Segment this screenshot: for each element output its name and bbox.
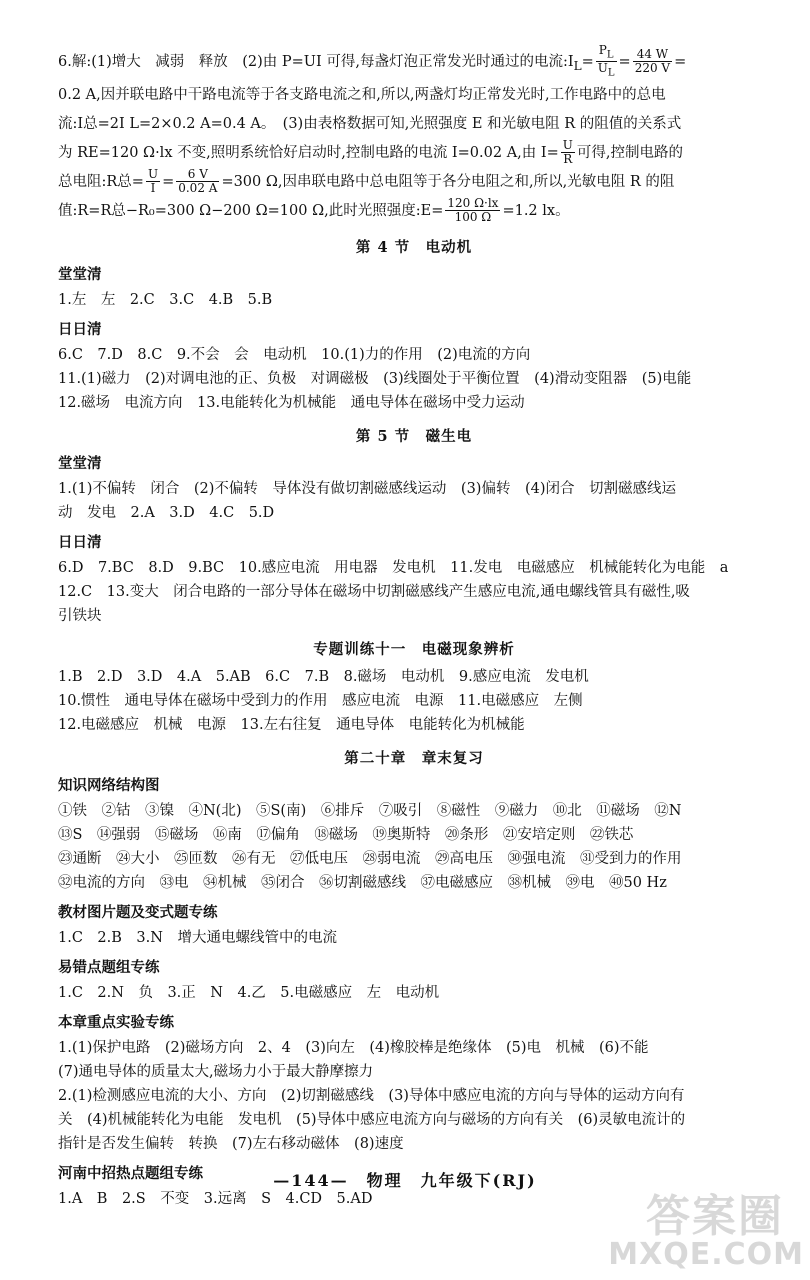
answer-line: ①铁 ②钴 ③镍 ④N(北) ⑤S(南) ⑥排斥 ⑦吸引 ⑧磁性 ⑨磁力 ⑩北 ⑪磁场 ⑫N: [58, 802, 682, 819]
solution-line-6: [58, 197, 770, 226]
section-title-review: 第二十章 章末复习: [344, 749, 484, 767]
answer-line: 1.左 左 2.C 3.C 4.B 5.B: [58, 291, 273, 308]
subscript: L: [573, 58, 582, 73]
equals-sign: =: [674, 53, 687, 70]
fraction-6v-002a: [176, 168, 219, 195]
answer-line: 12.C 13.变大 闭合电路的一部分导体在磁场中切割磁感线产生感应电流,通电螺线管具有磁性,吸: [58, 583, 690, 600]
watermark-logo: [608, 1180, 804, 1272]
denominator: 220 V: [634, 61, 671, 76]
solution-text: =300 Ω,因串联电路中总电阻等于各分电阻之和,所以,光敏电阻 R 的阻: [221, 173, 675, 190]
answer-line: 关 (4)机械能转化为电能 发电机 (5)导体中感应电流方向与磁场的方向有关 (6)灵敏电流计的: [58, 1111, 686, 1128]
fraction-pl-ul: [596, 44, 617, 80]
denominator: 0.02 A: [178, 181, 218, 196]
fraction-120-100: [445, 197, 500, 224]
denominator: 100 Ω: [454, 210, 492, 225]
subheading-tangtangqing: 堂堂清: [58, 455, 102, 472]
fraction-u-r: [561, 139, 575, 166]
answer-line: 2.(1)检测感应电流的大小、方向 (2)切割磁感线 (3)导体中感应电流的方向与导体的运动方向有: [58, 1087, 685, 1104]
answer-line: 1.C 2.N 负 3.正 N 4.乙 5.电磁感应 左 电动机: [58, 984, 440, 1001]
answer-line: ㉜电流的方向 ㉝电 ㉞机械 ㉟闭合 ㊱切割磁感线 ㊲电磁感应 ㊳机械 ㊴电 ㊵50 Hz: [58, 874, 667, 891]
solution-line-4: [58, 139, 770, 168]
answer-line: 12.电磁感应 机械 电源 13.左右往复 通电导体 电能转化为机械能: [58, 716, 525, 733]
solution-line-1: [58, 44, 770, 81]
equals-sign: =: [162, 173, 175, 190]
fraction-44w-220v: [633, 48, 672, 75]
answer-line: 1.B 2.D 3.D 4.A 5.AB 6.C 7.B 8.磁场 电动机 9.感应电流 发电机: [58, 668, 589, 685]
solution-block: [58, 44, 770, 226]
solution-line-2: 0.2 A,因并联电路中干路电流等于各支路电流之和,所以,两盏灯均正常发光时,工作电路中的总电: [58, 86, 666, 103]
page-content: [58, 44, 770, 1211]
equals-sign: =: [581, 53, 594, 70]
subheading-ririqing: 日日清: [58, 534, 102, 551]
answer-line: 6.D 7.BC 8.D 9.BC 10.感应电流 用电器 发电机 11.发电 电磁感应 机械能转化为电能 a: [58, 559, 729, 576]
answer-line: 动 发电 2.A 3.D 4.C 5.D: [58, 504, 275, 521]
answer-line: 指针是否发生偏转 转换 (7)左右移动磁体 (8)速度: [58, 1135, 404, 1152]
numerator: 44 W: [633, 48, 672, 62]
answer-line: 12.磁场 电流方向 13.电能转化为机械能 通电导体在磁场中受力运动: [58, 394, 525, 411]
solution-text: 为 RE=120 Ω·lx 不变,照明系统恰好启动时,控制电路的电流 I=0.02 A,由 I=: [58, 144, 559, 161]
answer-line: 1.(1)保护电路 (2)磁场方向 2、4 (3)向左 (4)橡胶棒是绝缘体 (5)电 机械 (6)不能: [58, 1039, 649, 1056]
solution-text: 6.解:(1)增大 减弱 释放 (2)由 P=UI 可得,每盏灯泡正常发光时通过的电流:I: [58, 53, 574, 70]
answer-line: 6.C 7.D 8.C 9.不会 会 电动机 10.(1)力的作用 (2)电流的方向: [58, 346, 531, 363]
solution-line-5: [58, 168, 770, 197]
solution-text: 值:R=R总−R₀=300 Ω−200 Ω=100 Ω,此时光照强度:E=: [58, 202, 444, 219]
solution-text: 可得,控制电路的: [576, 144, 683, 161]
solution-line-3: 流:I总=2I L=2×0.2 A=0.4 A。 (3)由表格数据可知,光照强度 E 和光敏电阻 R 的阻值的关系式: [58, 115, 682, 132]
subheading-ririqing: 日日清: [58, 321, 102, 338]
subheading-knowledge-map: 知识网络结构图: [58, 777, 160, 794]
section-title-special: 专题训练十一 电磁现象辨析: [313, 640, 515, 658]
numerator: P: [598, 43, 607, 57]
numerator: U: [562, 138, 573, 153]
page-footer: —144— 物理 九年级下(RJ): [273, 1171, 537, 1190]
answer-line: 1.C 2.B 3.N 增大通电螺线管中的电流: [58, 929, 337, 946]
subheading-error-prone: 易错点题组专练: [58, 959, 160, 976]
watermark-url: MXQE.COM: [608, 1237, 804, 1272]
denominator: R: [563, 152, 573, 167]
answer-line: 11.(1)磁力 (2)对调电池的正、负极 对调磁极 (3)线圈处于平衡位置 (4)滑动变阻器 (5)电能: [58, 370, 692, 387]
denominator: I: [150, 181, 156, 196]
subheading-tangtangqing: 堂堂清: [58, 266, 102, 283]
section-title-4: 第 4 节 电动机: [355, 238, 473, 256]
subscript: L: [606, 49, 614, 61]
answer-line: 引铁块: [58, 607, 102, 624]
subheading-key-experiments: 本章重点实验专练: [58, 1014, 174, 1031]
numerator: U: [147, 167, 159, 182]
solution-text: 总电阻:R总=: [58, 173, 144, 190]
numerator: 120 Ω·lx: [447, 196, 499, 211]
subheading-textbook-figures: 教材图片题及变式题专练: [58, 904, 218, 921]
subheading-henan-exam: 河南中招热点题组专练: [58, 1165, 203, 1182]
numerator: 6 V: [176, 168, 219, 182]
denominator: U: [597, 61, 608, 76]
answer-line: 1.(1)不偏转 闭合 (2)不偏转 导体没有做切割磁感线运动 (3)偏转 (4)闭合 切割磁感线运: [58, 480, 676, 497]
answer-line: ㉓通断 ㉔大小 ㉕匝数 ㉖有无 ㉗低电压 ㉘弱电流 ㉙高电压 ㉚强电流 ㉛受到力的作用: [58, 850, 682, 867]
section-title-5: 第 5 节 磁生电: [355, 427, 473, 445]
fraction-u-i: [146, 168, 160, 195]
equals-sign: =: [618, 53, 631, 70]
solution-text: =1.2 lx。: [502, 202, 570, 219]
answer-line: 1.A B 2.S 不变 3.远离 S 4.CD 5.AD: [58, 1190, 373, 1207]
watermark-title: 答案圈: [646, 1191, 784, 1242]
answer-line: ⑬S ⑭强弱 ⑮磁场 ⑯南 ⑰偏角 ⑱磁场 ⑲奥斯特 ⑳条形 ㉑安培定则 ㉒铁芯: [58, 826, 634, 843]
answer-line: (7)通电导体的质量太大,磁场力小于最大静摩擦力: [58, 1063, 374, 1080]
answer-line: 10.惯性 通电导体在磁场中受到力的作用 感应电流 电源 11.电磁感应 左侧: [58, 692, 583, 709]
subscript: L: [607, 67, 615, 79]
